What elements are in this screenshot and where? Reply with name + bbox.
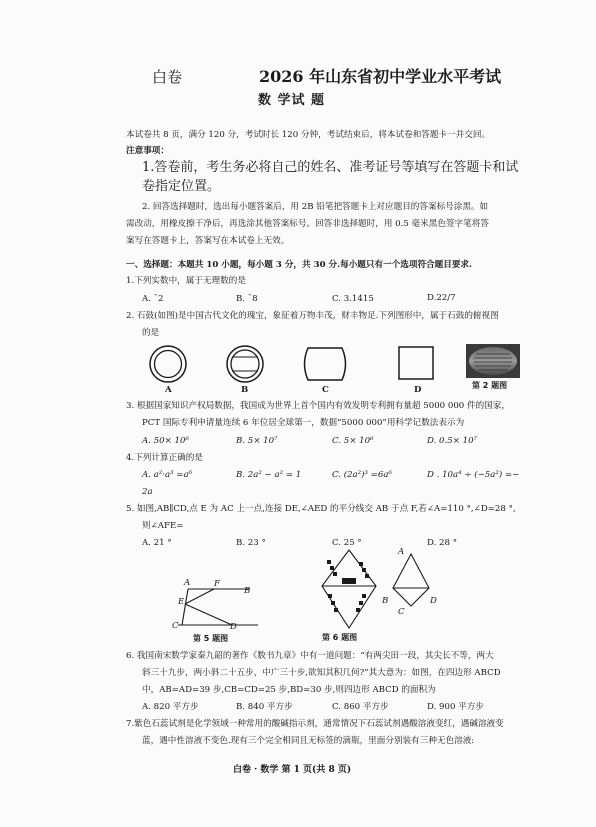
q2-stem-line-2: 的是 <box>142 328 160 338</box>
q6-figure <box>389 550 433 612</box>
q5-point-f: F <box>214 579 220 589</box>
notice-heading: 注意事项： <box>126 146 169 156</box>
q6-option-a: A. 820 平方步 <box>142 702 199 712</box>
q6-point-c: C <box>398 607 405 617</box>
q5-stem-line-2: 则∠AFE= <box>142 521 184 531</box>
q2-label-b: B <box>241 385 249 395</box>
q3-option-b: B. 5× 10⁷ <box>236 436 278 446</box>
q2-label-d: D <box>414 385 422 395</box>
page-footer: 白卷 · 数学 第 1 页(共 8 页) <box>233 765 352 775</box>
q3-option-a: A. 50× 10⁶ <box>142 436 189 446</box>
q5-option-b: B. 23 ° <box>236 538 266 548</box>
q6-field-illustration <box>318 548 380 630</box>
q6-stem-line-1: 6. 我国南宋数学家秦九韶的著作《数书九章》中有一道问题：“有两尖田一段，其尖长不等，两大 <box>126 651 494 661</box>
q2-label-c: C <box>322 385 329 395</box>
q3-option-c: C. 5× 10⁶ <box>332 436 374 446</box>
q7-stem-line-2: 蓝，遇中性溶液不变色.现有三个完全相同且无标签的滴瓶，里面分别装有三种无色溶液: <box>142 736 475 746</box>
q4-option-c: C. (2a²)³ =6a⁶ <box>332 470 392 480</box>
q6-option-d: D. 900 平方步 <box>427 702 484 712</box>
q5-point-c: C <box>172 621 179 631</box>
stone-drum-photo <box>466 344 520 378</box>
q1-option-d: D.22/7 <box>427 293 456 303</box>
q4-option-d: D . 10a⁴ ÷ (−5a²) =− <box>427 470 520 480</box>
q1-option-a: A. ˉ2 <box>142 294 164 304</box>
q5-stem-line-1: 5. 如图,AB∥CD,点 E 为 AC 上一点,连接 DE,∠AED 的平分线交 AB 于点 F,若∠A=110 °,∠D=28 °, <box>126 504 516 514</box>
notice-item-2-line-1: 2. 回答选择题时，选出每小题答案后，用 2B 铅笔把答题卡上对应题目的答案标号涂黑。如 <box>142 202 489 212</box>
section-heading: 一、选择题：本题共 10 小题，每小题 3 分，共 30 分.每小题只有一个选项符合题目要求. <box>126 260 473 270</box>
q4-option-a: A. a²·a³ =a⁶ <box>142 470 193 480</box>
q2-figure-a <box>148 344 188 384</box>
paper-label: 白卷 <box>152 68 183 86</box>
q4-option-b: B. 2a² − a² = 1 <box>236 470 302 480</box>
q1-option-c: C. 3.1415 <box>332 294 374 304</box>
notice-item-2-line-2: 需改动，用橡皮擦干净后，再选涂其他答案标号。回答非选择题时，用 0.5 毫米黑色签字笔将答 <box>126 219 489 229</box>
q6-stem-line-3: 中，AB=AD=39 步,CB=CD=25 步,BD=30 步,则四边形 ABCD 的面积为 <box>142 685 436 695</box>
intro-text: 本试卷共 8 页，满分 120 分，考试时长 120 分钟，考试结束后，将本试卷和答题卡一并交回。 <box>126 130 491 140</box>
q2-label-a: A <box>165 385 172 395</box>
q7-stem-line-1: 7.紫色石蕊试剂是化学领域一种常用的酸碱指示剂，通常情况下石蕊试剂遇酸溶液变红，遇碱溶液变 <box>126 719 504 729</box>
q2-stem-line-1: 2. 石鼓(如图)是中国古代文化的瑰宝，象征着万物丰茂，财丰物足.下列图形中，属于石鼓的俯视图 <box>126 311 499 321</box>
subject-title: 数 学试 题 <box>258 93 326 108</box>
exam-title: 2026 年山东省初中学业水平考试 <box>259 67 502 86</box>
q4-stem: 4.下列计算正确的是 <box>126 453 203 463</box>
notice-item-1: 1.答卷前，考生务必将自己的姓名、准考证号等填写在答题卡和试卷指定位置。 <box>142 160 519 194</box>
q6-caption: 第 6 题图 <box>322 633 358 642</box>
q2-figure-b <box>225 344 265 384</box>
q3-stem-line-2: PCT 国际专利申请量连续 6 年位居全球第一，数据“5000 000”用科学记数法表示为 <box>142 418 465 428</box>
notice-item-2-line-3: 案写在答题卡上，答案写在本试卷上无效。 <box>126 236 290 246</box>
q5-option-a: A. 21 ° <box>142 538 172 548</box>
q3-option-d: D. 0.5× 10⁷ <box>427 436 478 446</box>
q5-point-a: A <box>184 578 191 588</box>
q5-option-c: C. 25 ° <box>332 538 362 548</box>
q6-option-c: C. 860 平方步 <box>332 702 389 712</box>
q5-point-b: B <box>244 586 251 596</box>
q2-figure-c <box>300 346 350 382</box>
q6-point-d: D <box>430 596 437 606</box>
q6-stem-line-2: 斜三十九步，两小斜二十五步，中广三十步,欲知其积几何?”其大意为：如图，在四边形 ABCD <box>142 668 501 678</box>
q1-option-b: B. ˉ8 <box>236 294 258 304</box>
q4-option-d-tail: 2a <box>142 487 153 497</box>
q5-point-e: E <box>178 597 185 607</box>
q3-stem-line-1: 3. 根据国家知识产权局数据，我国成为世界上首个国内有效发明专利拥有量超 5000 000 件的国家， <box>126 401 510 411</box>
q2-figure-d <box>398 346 434 380</box>
q5-point-d: D <box>230 622 237 632</box>
q6-point-b: B <box>382 596 389 606</box>
q2-caption: 第 2 题图 <box>472 381 508 390</box>
q5-option-d: D. 28 ° <box>427 538 458 548</box>
q1-stem: 1.下列实数中，属于无理数的是 <box>126 276 246 286</box>
q5-caption: 第 5 题图 <box>193 634 229 643</box>
q6-option-b: B. 840 平方步 <box>236 702 293 712</box>
q6-point-a: A <box>398 547 405 557</box>
